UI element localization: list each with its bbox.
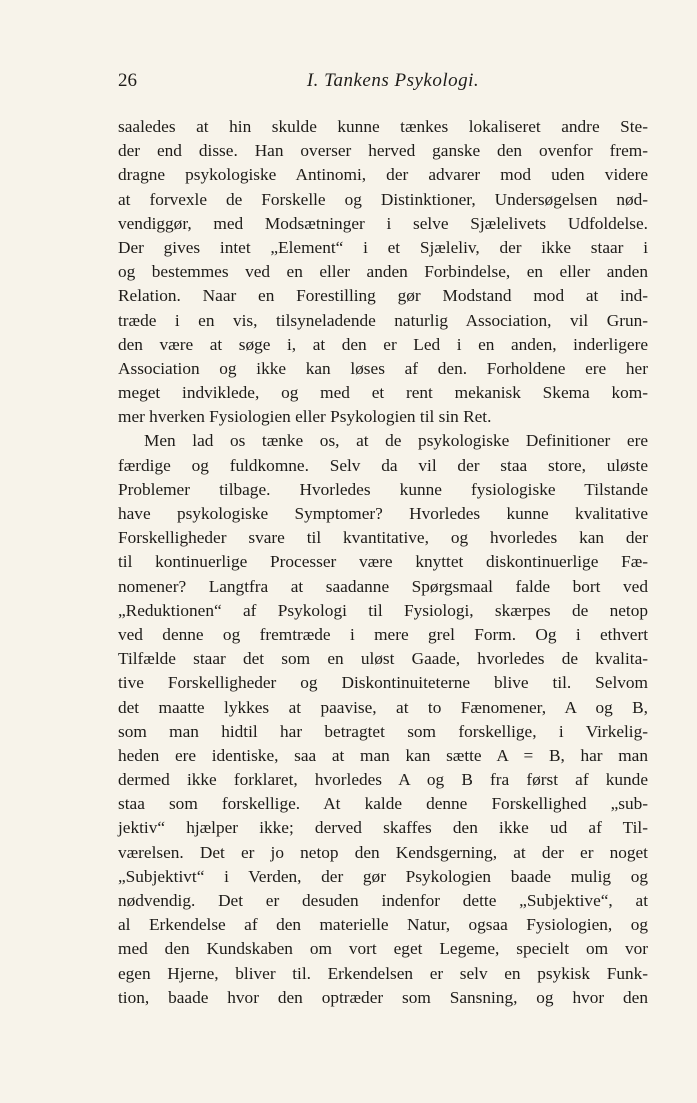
text-line: tion, baade hvor den optræder som Sansning, og hvor den (118, 987, 648, 1007)
text-line: staa som forskellige. At kalde denne Forskellighed „sub- (118, 794, 648, 814)
text-line: og bestemmes ved en eller anden Forbindelse, en eller anden (118, 262, 648, 282)
text-line: tive Forskelligheder og Diskontinuiteterne blive til. Selvom (118, 673, 648, 693)
text-line: Tilfælde staar det som en uløst Gaade, hvorledes de kvalita- (118, 649, 648, 669)
text-line: nomener? Langtfra at saadanne Spørgsmaal falde bort ved (118, 576, 648, 596)
text-line: det maatte lykkes at paavise, at to Fænomener, A og B, (118, 697, 648, 717)
page-number: 26 (118, 70, 137, 91)
text-line: der end disse. Han overser herved ganske den ovenfor frem- (118, 141, 648, 161)
text-line: meget indviklede, og med et rent mekanisk Skema kom- (118, 383, 648, 403)
text-line: Forskelligheder svare til kvantitative, og hvorledes kan der (118, 528, 648, 548)
text-line: jektiv“ hjælper ikke; derved skaffes den ikke ud af Til- (118, 818, 648, 838)
text-line: heden ere identiske, saa at man kan sætte A = B, har man (118, 745, 648, 765)
running-title: I. Tankens Psykologi. (306, 70, 480, 91)
text-line: mer hverken Fysiologien eller Psykologien til sin Ret. (118, 407, 492, 427)
text-line: træde i en vis, tilsyneladende naturlig Association, vil Grun- (118, 310, 648, 330)
text-line: at forvexle de Forskelle og Distinktioner, Undersøgelsen nød- (118, 189, 648, 209)
text-line: ved denne og fremtræde i mere grel Form. Og i ethvert (118, 624, 648, 644)
text-line: som man hidtil har betragtet som forskellige, i Virkelig- (118, 721, 648, 741)
text-line: værelsen. Det er jo netop den Kendsgerning, at der er noget (118, 842, 648, 862)
text-line: den være at søge i, at den er Led i en anden, inderligere (118, 334, 648, 354)
text-line: „Subjektivt“ i Verden, der gør Psykologien baade mulig og (118, 866, 648, 886)
text-line: Men lad os tænke os, at de psykologiske Definitioner ere (144, 431, 648, 451)
text-line: færdige og fuldkomne. Selv da vil der staa store, uløste (118, 455, 648, 475)
text-line: til kontinuerlige Processer være knyttet diskontinuerlige Fæ- (118, 552, 648, 572)
text-line: Relation. Naar en Forestilling gør Modstand mod at ind- (118, 286, 648, 306)
text-line: have psykologiske Symptomer? Hvorledes kunne kvalitative (118, 504, 648, 523)
text-line: dermed ikke forklaret, hvorledes A og B fra først af kunde (118, 770, 648, 790)
text-line: Association og ikke kan løses af den. Forholdene ere her (118, 358, 648, 378)
text-line: Problemer tilbage. Hvorledes kunne fysiologiske Tilstande (118, 479, 648, 499)
text-line: al Erkendelse af den materielle Natur, ogsaa Fysiologien, og (118, 915, 648, 935)
text-line: med den Kundskaben om vort eget Legeme, specielt om vor (118, 939, 648, 959)
paragraph-2 (118, 429, 648, 1010)
text-line: „Reduktionen“ af Psykologi til Fysiologi, skærpes de netop (118, 600, 648, 620)
paragraph-1 (118, 115, 648, 429)
text-line: Der gives intet „Element“ i et Sjæleliv, der ikke staar i (118, 237, 648, 257)
text-line: dragne psykologiske Antinomi, der advarer mod uden videre (118, 165, 648, 185)
text-line: vendiggør, med Modsætninger i selve Sjælelivets Udfoldelse. (118, 213, 648, 233)
body-text (118, 115, 648, 1010)
page-header (118, 70, 648, 96)
text-line: saaledes at hin skulde kunne tænkes lokaliseret andre Ste- (118, 117, 648, 136)
text-line: nødvendig. Det er desuden indenfor dette „Subjektive“, at (118, 891, 648, 910)
text-line: egen Hjerne, bliver til. Erkendelsen er selv en psykisk Funk- (118, 963, 648, 983)
